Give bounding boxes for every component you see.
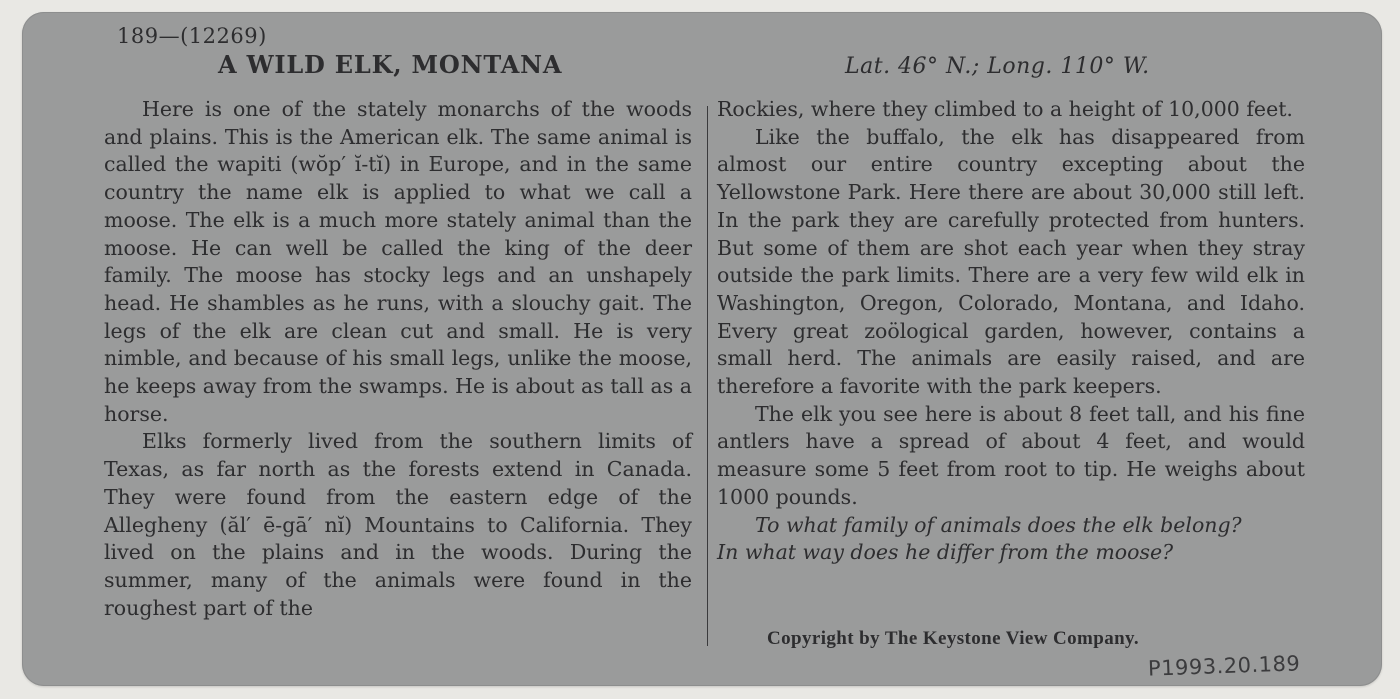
paragraph: Like the buffalo, the elk has disappeared from almost our entire country excepting about the Yellowstone Park. Here there are about 30,000 still left. In the park they are carefully protected from hunters. But some of them are shot each year when they stray outside the park limits. There are a very few wild elk in Washington, Oregon, Colorado, Montana, and Idaho. Every great zoölogical garden, however, contains a small herd. The animals are easily raised, and are therefore a favorite with the park keepers. — [717, 124, 1305, 399]
study-question: In what way does he differ from the moose? — [717, 540, 1174, 565]
catalog-number: 189—(12269) — [117, 24, 267, 48]
paragraph: Elks formerly lived from the southern limits of Texas, as far north as the forests extend in Canada. They were found from the eastern edge of the Allegheny (ăl′ ē-gā′ nĭ) Mountains to California. They lived on the plains and in the woods. During the summer, many of the animals were found in the roughest part of the — [104, 429, 692, 620]
paragraph: The elk you see here is about 8 feet tall, and his fine antlers have a spread of about 4 feet, and would measure some 5 feet from root to tip. He weighs about 1000 pounds. — [717, 401, 1305, 509]
column-divider — [707, 106, 708, 646]
paragraph: Here is one of the stately monarchs of the woods and plains. This is the American elk. The same animal is called the wapiti (wŏp′ ĭ-tĭ) in Europe, and in the same country the name elk is applied to what we call a moose. The elk is a much more stately animal than the moose. He can well be called the king of the deer family. The moose has stocky legs and an unshapely head. He shambles as he runs, with a slouchy gait. The legs of the elk are clean cut and small. He is very nimble, and because of his small legs, unlike the moose, he keeps away from the swamps. He is about as tall as a horse. — [104, 97, 692, 426]
paragraph: Rockies, where they climbed to a height of 10,000 feet. — [717, 97, 1293, 121]
accession-number: P1993.20.189 — [1147, 651, 1301, 681]
left-text-column — [104, 96, 692, 622]
stereograph-card-back — [22, 12, 1382, 686]
coordinates: Lat. 46° N.; Long. 110° W. — [845, 54, 1150, 79]
copyright-notice: Copyright by The Keystone View Company. — [767, 628, 1140, 649]
right-text-column — [717, 96, 1305, 567]
page-title: A WILD ELK, MONTANA — [218, 50, 563, 79]
study-question: To what family of animals does the elk belong? — [755, 512, 1242, 537]
